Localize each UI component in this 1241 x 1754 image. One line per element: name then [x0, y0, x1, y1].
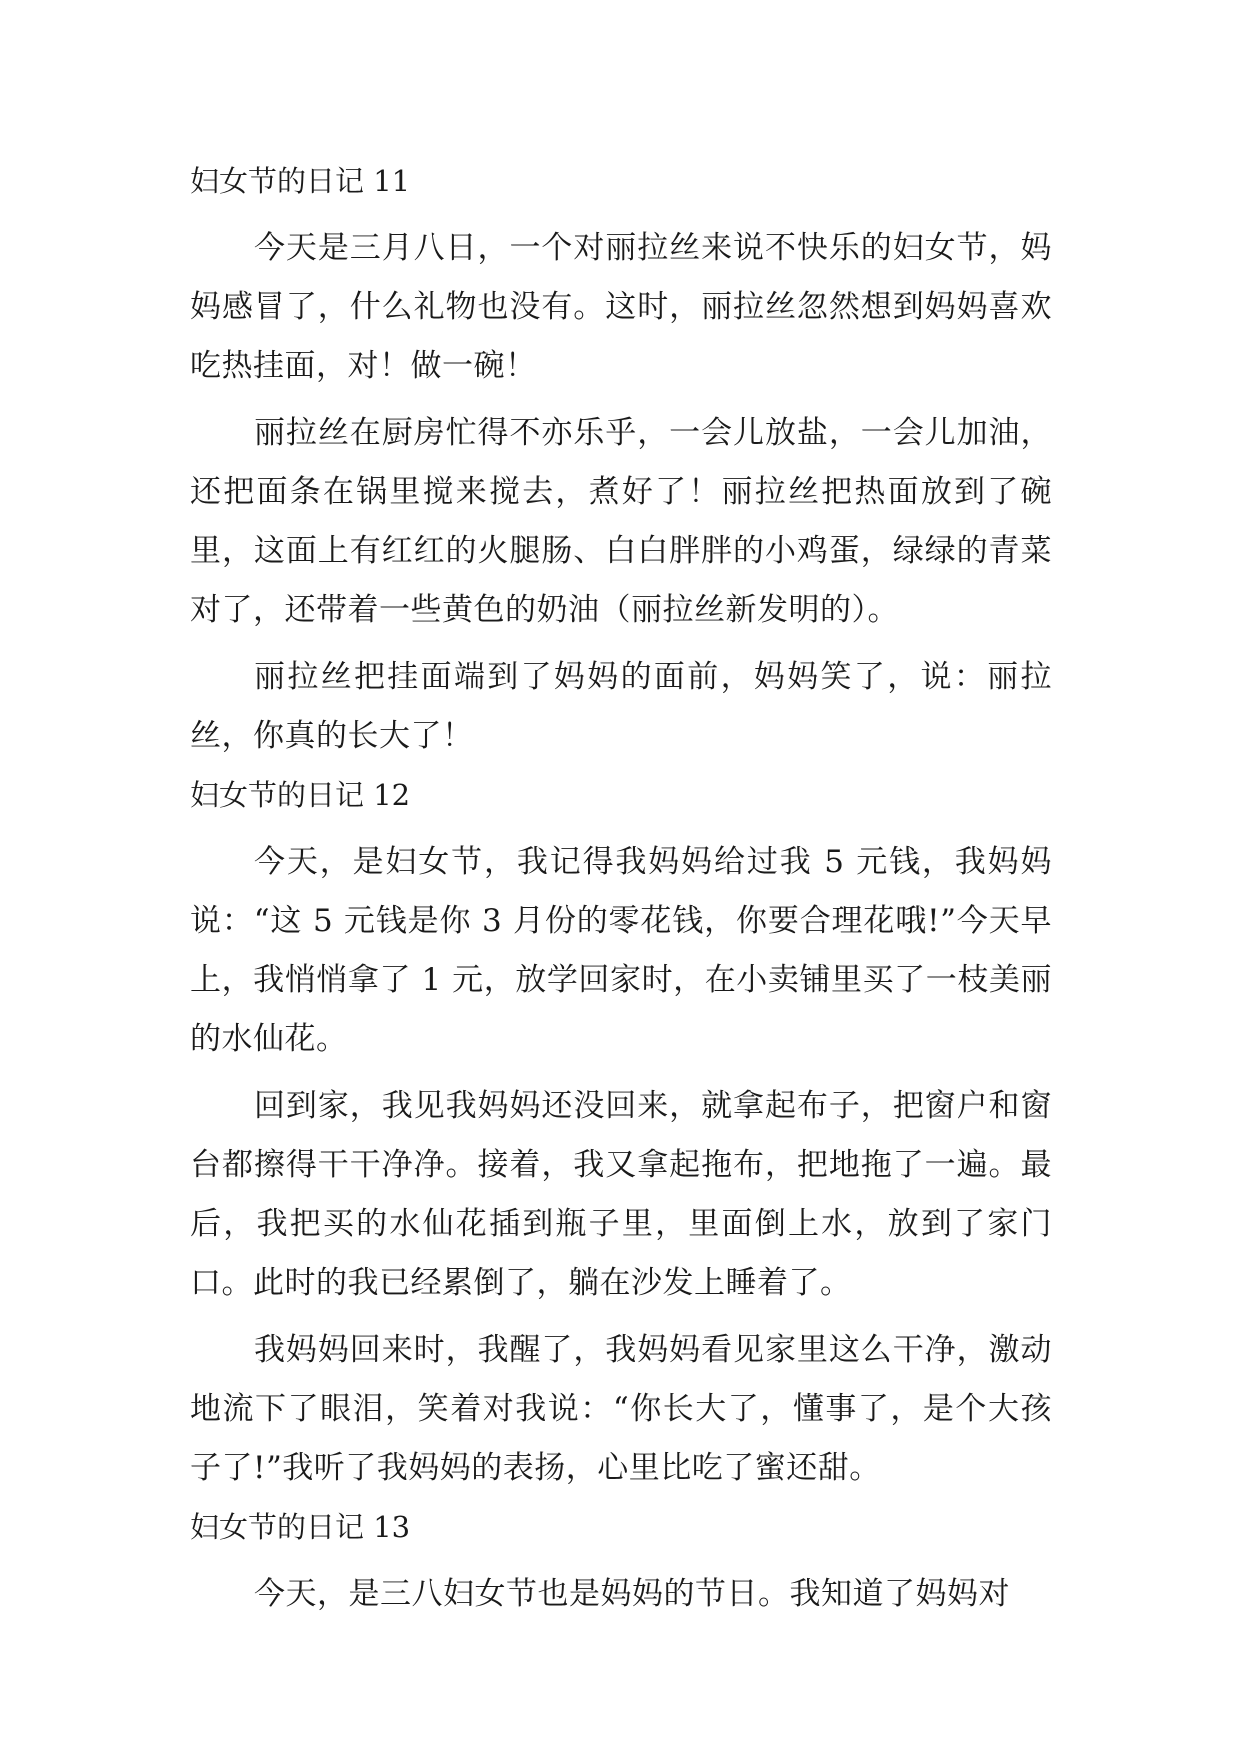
spacer — [190, 396, 1052, 404]
paragraph: 丽拉丝在厨房忙得不亦乐乎，一会儿放盐，一会儿加油，还把面条在锅里搅来搅去，煮好了！丽拉丝把热面放到了碗里，这面上有红红的火腿肠、白白胖胖的小鸡蛋，绿绿的青菜对了，还带着一些黄色的奶油（丽拉丝新发明的）。 — [190, 415, 1052, 628]
section-heading: 妇女节的日记 11 — [190, 164, 411, 198]
paragraph: 丽拉丝把挂面端到了妈妈的面前，妈妈笑了，说：丽拉丝，你真的长大了！ — [190, 659, 1052, 754]
spacer — [190, 1557, 1052, 1565]
section-heading: 妇女节的日记 12 — [190, 778, 411, 812]
paragraph: 今天，是三八妇女节也是妈妈的节日。我知道了妈妈对 — [254, 1576, 1010, 1612]
paragraph: 回到家，我见我妈妈还没回来，就拿起布子，把窗户和窗台都擦得干干净净。接着，我又拿起拖布，把地拖了一遍。最后，我把买的水仙花插到瓶子里，里面倒上水，放到了家门口。此时的我已经累倒了，躺在沙发上睡着了。 — [190, 1088, 1052, 1301]
document-body — [190, 152, 1052, 1624]
paragraph: 今天是三月八日，一个对丽拉丝来说不快乐的妇女节，妈妈感冒了，什么礼物也没有。这时，丽拉丝忽然想到妈妈喜欢吃热挂面，对！做一碗！ — [190, 230, 1052, 384]
paragraph: 我妈妈回来时，我醒了，我妈妈看见家里这么干净，激动地流下了眼泪，笑着对我说：“你长大了，懂事了，是个大孩子了!”我听了我妈妈的表扬，心里比吃了蜜还甜。 — [190, 1332, 1052, 1486]
spacer — [190, 1069, 1052, 1077]
spacer — [190, 640, 1052, 648]
spacer — [190, 1313, 1052, 1321]
spacer — [190, 211, 1052, 219]
spacer — [190, 825, 1052, 833]
paragraph: 今天，是妇女节，我记得我妈妈给过我 5 元钱，我妈妈说：“这 5 元钱是你 3 月份的零花钱，你要合理花哦!”今天早上，我悄悄拿了 1 元，放学回家时，在小卖铺里买了一枝美丽的水仙花。 — [190, 844, 1052, 1057]
section-heading: 妇女节的日记 13 — [190, 1510, 411, 1544]
